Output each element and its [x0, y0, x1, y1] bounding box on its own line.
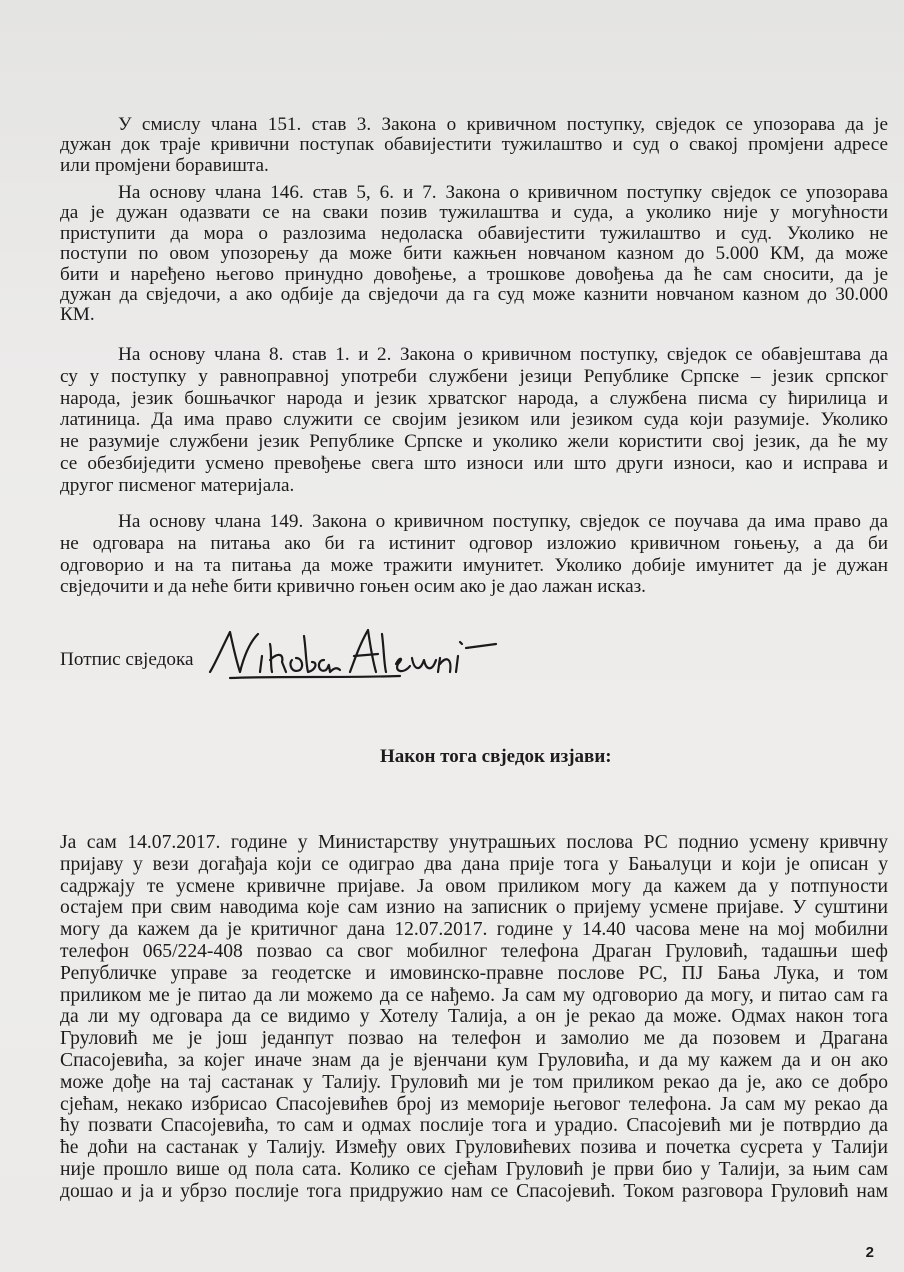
text-line: поступи по овом упозорењу да може бити кажњен новчаном казном до 5.000 КМ, да може	[60, 243, 888, 265]
text-line: садржају те усмене кривичне пријаве. Ја овом приликом могу да кажем да у потпуности	[60, 875, 888, 897]
text-line: телефон 065/224-408 позвао са свог мобилног телефона Драган Груловић, тадашњи шеф	[60, 940, 888, 962]
text-line: другог писменог материјала.	[60, 474, 295, 496]
signature-label: Потпис свједока	[60, 649, 194, 670]
text-line: народа, језик бошњачког народа и језик хрватског народа, а службена писма су ћирилица и	[60, 387, 888, 409]
text-line: бити и наређено његово принудно довођење, а трошкове довођења да ће сам сносити, да је	[60, 263, 888, 285]
paragraph-residence-notice	[60, 115, 888, 176]
text-line: или промјени боравишта.	[60, 154, 269, 176]
text-line: да ли му одговара да се видимо у Хотелу Талија, а он је рекао да може. Одмах након тога	[60, 1006, 888, 1028]
text-line: није прошло више од пола сата. Колико се сјећам Груловић је први био у Талији, за њим сам	[60, 1158, 888, 1180]
text-line: На основу члана 8. став 1. и 2. Закона о кривичном поступку, свједок се обавјештава да	[118, 344, 888, 365]
text-line: Ја сам 14.07.2017. године у Министарству унутрашњих послова РС поднио усмену кривчну	[60, 832, 888, 853]
text-line: дужан да свједочи, а ако одбије да свједочи да га суд може казнити новчаном казном до 30.000	[60, 284, 888, 306]
text-line: остајем при свим наводима које сам изнио на записник о пријему усмене пријаве. У суштини	[60, 897, 888, 919]
text-line: одговорио и на та питања да може тражити имунитет. Уколико добије имунитет да је дужан	[60, 554, 888, 576]
witness-statement	[60, 832, 888, 1203]
text-line: ће доћи на састанак у Талију. Између ових Груловићевих позива и почетка сусрета у Талији	[60, 1137, 888, 1159]
text-line: су у поступку у равноправној употреби службени језици Републике Српске – језик српског	[60, 365, 888, 387]
text-line: сјећам, некако избрисао Спасојевићев број из меморије његовог телефона. Ја сам му рекао да	[60, 1093, 888, 1115]
text-line: Спасојевића, за којег иначе знам да је вјенчани кум Груловића, и да му кажем да и он ако	[60, 1049, 888, 1071]
text-line: пријаву у вези догађаја који се одиграо два дана прије тога у Бањалуци и који је описан у	[60, 853, 888, 875]
text-line: латиница. Да има право служити се својим језиком или језиком суда који разумије. Уколико	[60, 409, 888, 431]
text-line: не одговара на питања ако би га истинит одговор изложио кривичном гоњењу, а да би	[60, 532, 888, 554]
text-line: ћу позвати Спасојевића, то сам и одмах послије тога и урадио. Спасојевић ми је потврдио да	[60, 1115, 888, 1137]
text-line: дошао и ја и убрзо послије тога придружио нам се Спасојевић. Током разговора Груловић нам	[60, 1180, 888, 1202]
text-line: се обезбиједити усмено превођење свега што износи или што други износи, као и исправа и	[60, 452, 888, 474]
text-line: може дође на тај састанак у Талију. Груловић ми је том приликом рекао да је, ако се добро	[60, 1071, 888, 1093]
text-line: На основу члана 146. став 5, 6. и 7. Закона о кривичном поступку свједок се упозорава	[118, 182, 888, 203]
paragraph-language-notice	[60, 344, 888, 497]
paragraph-immunity-notice	[60, 511, 888, 598]
text-line: могу да кажем да је критичног дана 12.07.2017. године у 14.40 часова мене на мој мобилни	[60, 919, 888, 941]
text-line: свједочити и да неће бити кривично гоњен осим ако је дао лажан исказ.	[60, 576, 646, 598]
section-title: Након тога свједок изјави:	[380, 746, 612, 767]
text-line: КМ.	[60, 304, 95, 326]
text-line: На основу члана 149. Закона о кривичном поступку, свједок се поучава да има право да	[118, 511, 888, 532]
handwritten-signature	[200, 626, 500, 686]
paragraph-summons-notice	[60, 183, 888, 326]
text-line: приступити да мора о разлозима недоласка обавијестити тужилаштво и суд. Уколико не	[60, 222, 888, 244]
text-line: Груловић ме је још једанпут позвао на телефон и замолио ме да позовем и Драгана	[60, 1028, 888, 1050]
text-line: да је дужан одазвати се на сваки позив тужилаштва и суда, а уколико није у могућности	[60, 202, 888, 224]
text-line: Републичке управе за геодетске и имовинско-правне послове РС, ПЈ Бања Лука, и том	[60, 962, 888, 984]
text-line: У смислу члана 151. став 3. Закона о кривичном поступку, свједок се упозорава да је	[118, 114, 888, 135]
text-line: дужан док траје кривични поступак обавијестити тужилаштво и суд о свакој промјени адресе	[60, 134, 888, 156]
text-line: не разумије службени језик Републике Српске и уколико жели користити свој језик, да ће му	[60, 431, 888, 453]
text-line: приликом ме је питао да ли можемо да се нађемо. Ја сам му одговорио да могу, и питао сам га	[60, 984, 888, 1006]
page-number: 2	[865, 1244, 874, 1261]
